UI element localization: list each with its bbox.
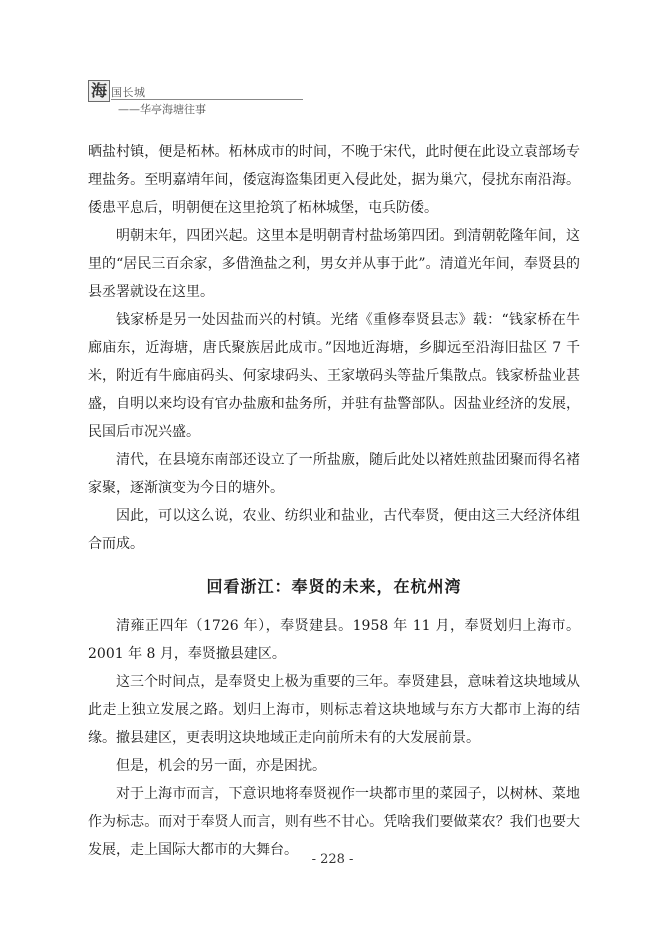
- header-divider: [111, 99, 303, 100]
- paragraph: 清代，在县境东南部还设立了一所盐廒，随后此处以褚姓煎盐团聚而得名褚家聚，逐渐演变为今日的塘外。: [88, 452, 580, 496]
- paragraph: 清雍正四年（1726 年），奉贤建县。1958 年 11 月，奉贤划归上海市。2001 年 8 月，奉贤撤县建区。: [88, 618, 580, 662]
- paragraph: 这三个时间点，是奉贤史上极为重要的三年。奉贤建县，意味着这块地域从此走上独立发展之路。划归上海市，则标志着这块地域与东方大都市上海的结缘。撤县建区，更表明这块地域正走向前所未有的大发展前景。: [88, 674, 580, 746]
- page-body: [88, 138, 580, 864]
- book-subtitle: ——华亭海塘往事: [118, 103, 206, 116]
- paragraph: 对于上海市而言，下意识地将奉贤视作一块都市里的菜园子，以树林、菜地作为标志。而对于奉贤人而言，则有些不甘心。凭啥我们要做菜农？我们也要大发展，走上国际大都市的大舞台。: [88, 786, 580, 858]
- paragraph: 但是，机会的另一面，亦是困扰。: [116, 758, 326, 774]
- paragraph: 明朝末年，四团兴起。这里本是明朝青村盐场第四团。到清朝乾隆年间，这里的“居民三百余家，多借渔盐之利，男女并从事于此”。清道光年间，奉贤县的县丞署就设在这里。: [88, 228, 580, 300]
- book-logo: [88, 80, 110, 102]
- page-number: - 228 -: [311, 852, 354, 867]
- paragraph: 因此，可以这么说，农业、纺织业和盐业，古代奉贤，便由这三大经济体组合而成。: [88, 508, 580, 552]
- book-title: 国长城: [111, 86, 146, 99]
- running-header: [88, 80, 303, 116]
- logo-character: 海: [90, 81, 107, 100]
- paragraph-continuation: 晒盐村镇，便是柘林。柘林成市的时间，不晚于宋代，此时便在此设立袁部场专理盐务。至明嘉靖年间，倭寇海盗集团更入侵此处，据为巢穴，侵扰东南沿海。倭患平息后，明朝便在这里抢筑了柘林城堡，屯兵防倭。: [88, 144, 580, 216]
- paragraph: 钱家桥是另一处因盐而兴的村镇。光绪《重修奉贤县志》载：“钱家桥在牛廊庙东，近海塘，唐氏聚族居此成市。”因地近海塘，乡脚远至沿海旧盐区 7 千米，附近有牛廊庙码头、何家埭码头、王家墩码头等盐斤集散点。钱家桥盐业甚盛，自明以来均设有官办盐廒和盐务所，并驻有盐警部队。因盐业经济的发展，民国后市况兴盛。: [88, 312, 580, 440]
- section-heading: 回看浙江：奉贤的未来，在杭州湾: [206, 577, 462, 596]
